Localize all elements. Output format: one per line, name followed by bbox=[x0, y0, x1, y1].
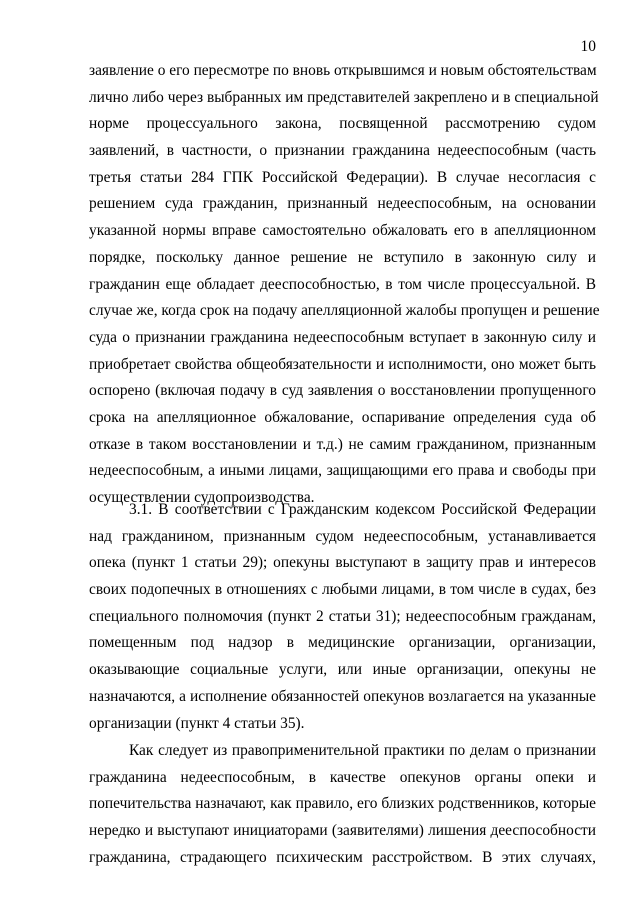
text-line: организации (пункт 4 статьи 35). bbox=[89, 714, 305, 732]
paragraph bbox=[89, 738, 596, 871]
text-line: норме процессуального закона, посвященной рассмотрению судом bbox=[89, 115, 596, 133]
text-line: назначаются, а исполнение обязанностей опекунов возлагается на указанные bbox=[89, 687, 596, 705]
text-line: попечительства назначают, как правило, его близких родственников, которые bbox=[89, 795, 596, 813]
text-line: приобретает свойства общеобязательности и исполнимости, оно может быть bbox=[89, 355, 596, 373]
text-line: опека (пункт 1 статьи 29); опекуны выступают в защиту прав и интересов bbox=[89, 554, 596, 572]
text-line: лично либо через выбранных им представителей закреплено и в специальной bbox=[89, 88, 599, 106]
paragraph bbox=[89, 58, 600, 512]
text-line: над гражданином, признанным судом недееспособным, устанавливается bbox=[89, 527, 596, 545]
text-line: помещенным под надзор в медицинские организации, организации, bbox=[89, 634, 596, 652]
text-line: порядке, поскольку данное решение не вступило в законную силу и bbox=[89, 248, 596, 266]
page-number: 10 bbox=[580, 38, 596, 55]
text-line: недееспособным, а иными лицами, защищающими его права и свободы при bbox=[89, 462, 596, 480]
text-line: осуществлении судопроизводства. bbox=[89, 489, 315, 506]
paragraph bbox=[89, 497, 596, 737]
text-line: случае же, когда срок на подачу апелляционной жалобы пропущен и решение bbox=[89, 302, 600, 320]
text-line: Как следует из правоприменительной практики по делам о признании bbox=[129, 742, 596, 759]
text-line: отказе в таком восстановлении и т.д.) не самим гражданином, признанным bbox=[89, 435, 596, 453]
text-line: 3.1. В соответствии с Гражданским кодексом Российской Федерации bbox=[129, 501, 596, 518]
text-line: нередко и выступают инициаторами (заявителями) лишения дееспособности bbox=[89, 822, 596, 840]
text-line: оказывающие социальные услуги, или иные организации, опекуны не bbox=[89, 661, 596, 679]
text-line: заявлений, в частности, о признании гражданина недееспособным (часть bbox=[89, 142, 596, 160]
text-line: своих подопечных в отношениях с любыми лицами, в том числе в судах, без bbox=[89, 581, 596, 599]
text-line: гражданина недееспособным, в качестве опекунов органы опеки и bbox=[89, 768, 596, 786]
text-line: гражданин еще обладает дееспособностью, в том числе процессуальной. В bbox=[89, 275, 596, 293]
text-line: третья статьи 284 ГПК Российской Федерации). В случае несогласия с bbox=[89, 168, 596, 186]
text-line: указанной нормы вправе самостоятельно обжаловать его в апелляционном bbox=[89, 222, 596, 240]
text-line: гражданина, страдающего психическим расстройством. В этих случаях, bbox=[89, 848, 596, 866]
text-line: срока на апелляционное обжалование, оспаривание определения суда об bbox=[89, 408, 596, 426]
text-line: суда о признании гражданина недееспособным вступает в законную силу и bbox=[89, 328, 596, 346]
text-line: специального полномочия (пункт 2 статьи 31); недееспособным гражданам, bbox=[89, 607, 596, 625]
text-line: решением суда гражданин, признанный недееспособным, на основании bbox=[89, 195, 596, 213]
text-line: заявление о его пересмотре по вновь открывшимся и новым обстоятельствам bbox=[89, 62, 597, 79]
text-line: оспорено (включая подачу в суд заявления о восстановлении пропущенного bbox=[89, 382, 596, 400]
